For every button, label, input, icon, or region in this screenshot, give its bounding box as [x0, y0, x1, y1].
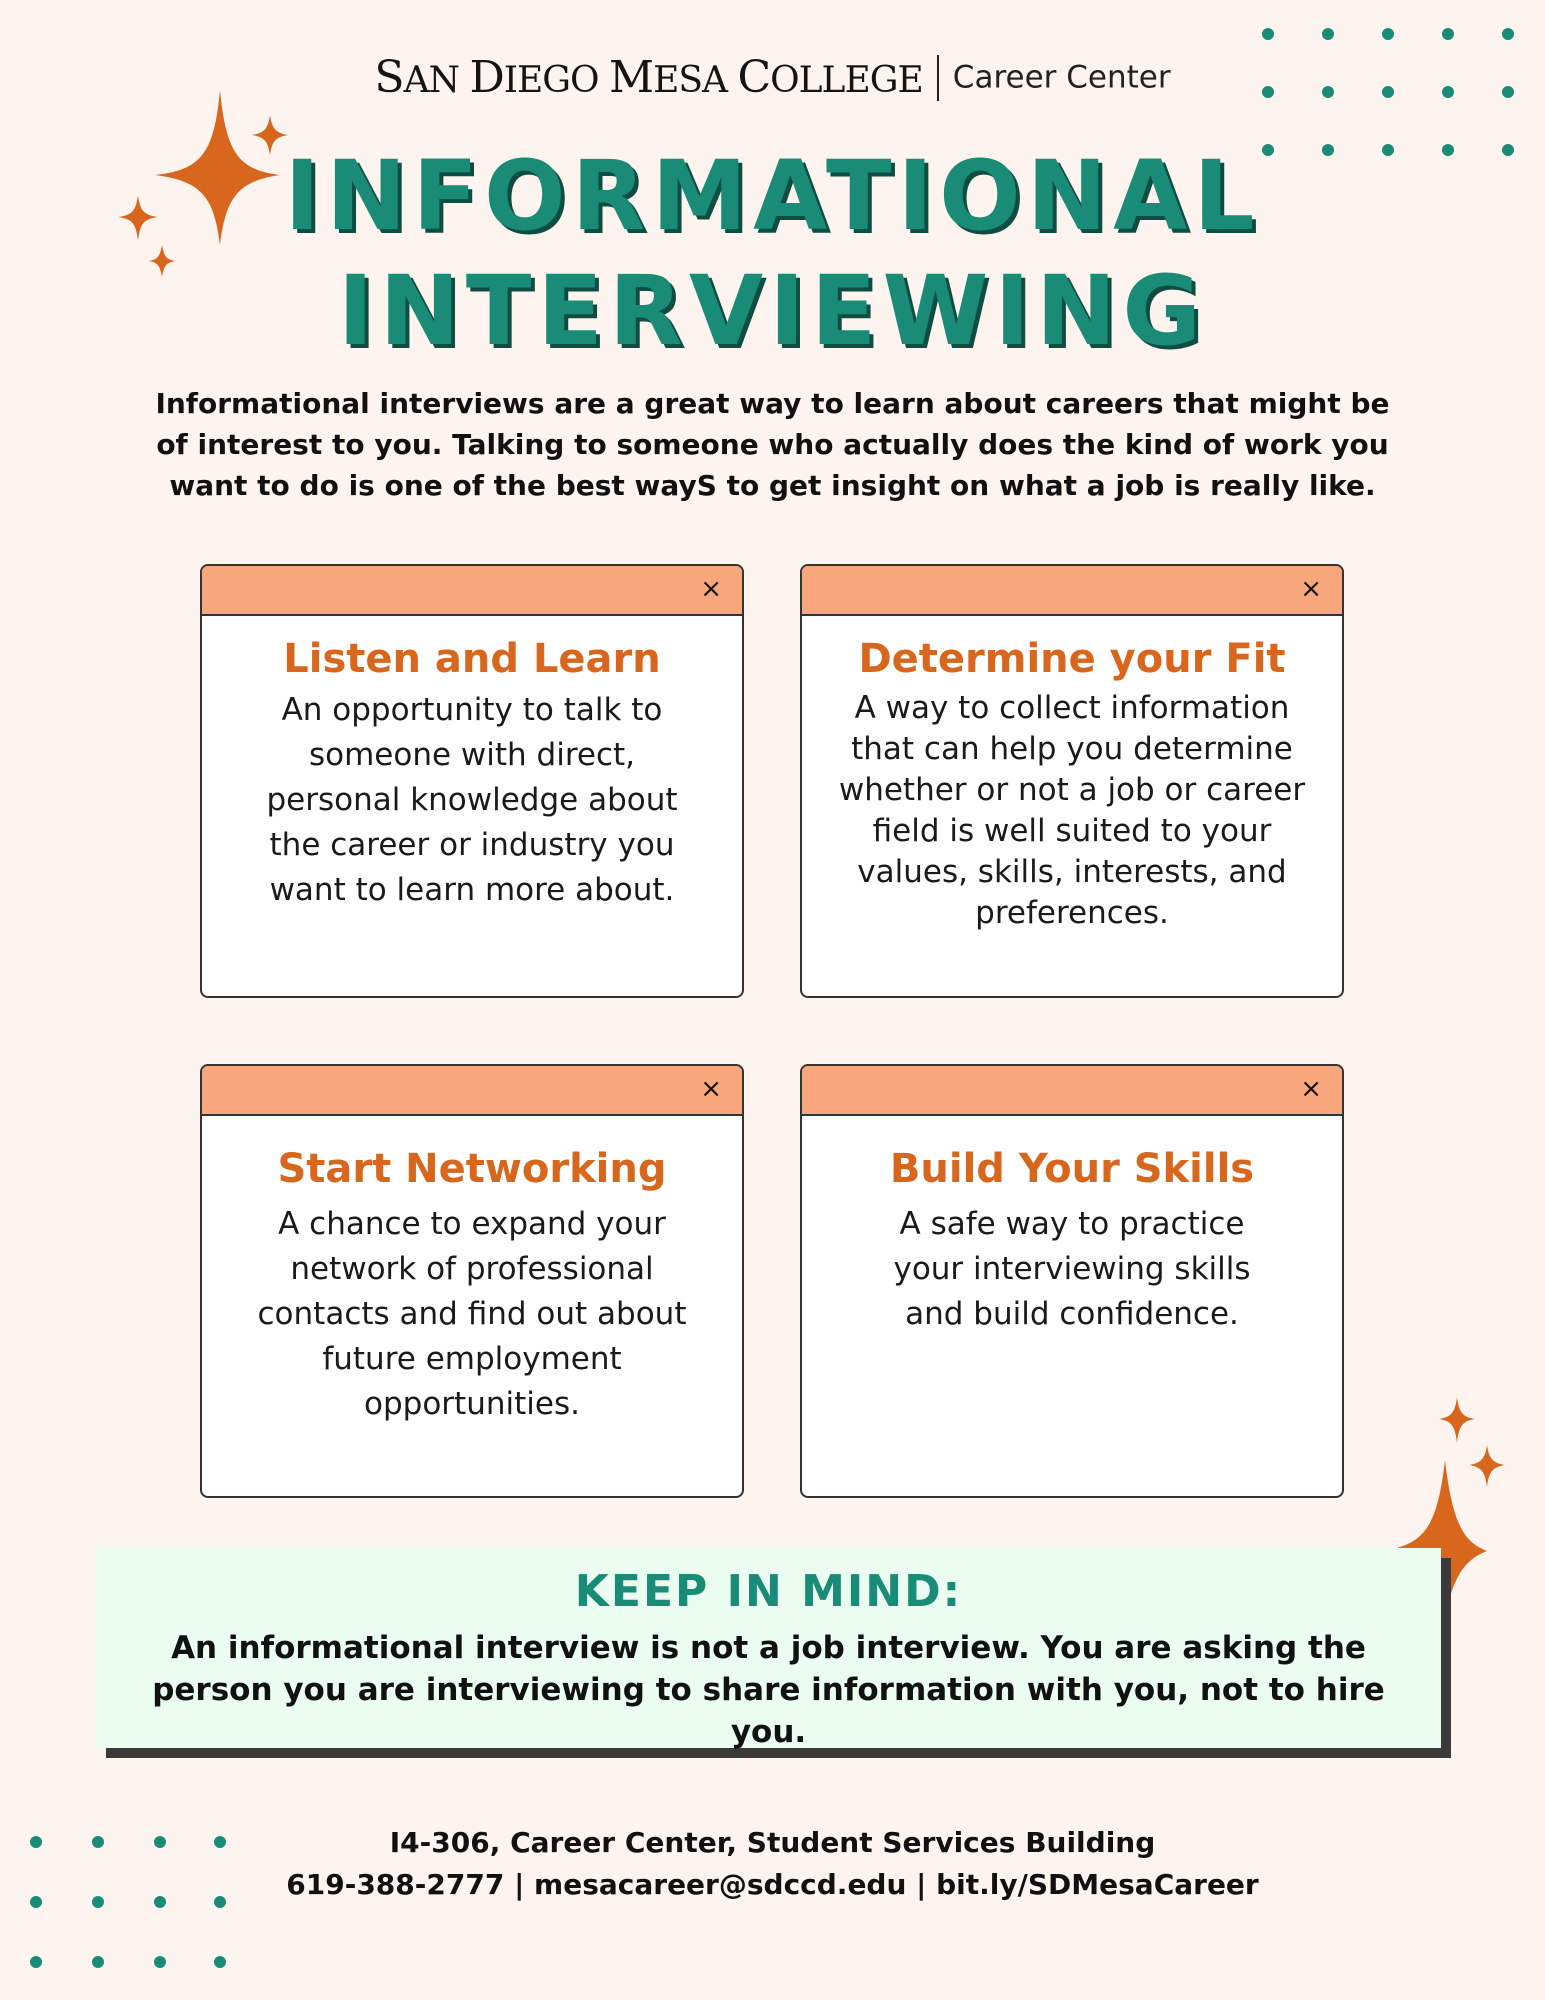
card-body: A way to collect information that can help you determine whether or not a job or career field is well suited to your values, skills, interests, and preferences. [838, 690, 1306, 931]
card-heading: Build Your Skills [889, 1146, 1255, 1192]
keep-in-mind-box [96, 1548, 1441, 1748]
page-title-line-2: INTERVIEWING [337, 255, 1208, 367]
card-body: A chance to expand your network of professional contacts and find out about future employment opportunities. [257, 1206, 687, 1422]
contact-footer [0, 1822, 1545, 1906]
card-title-bar [202, 566, 742, 616]
logo-divider [937, 55, 939, 101]
close-icon[interactable]: × [700, 574, 722, 604]
keep-in-mind-heading: KEEP IN MIND: [574, 1566, 963, 1617]
close-icon[interactable]: × [700, 1074, 722, 1104]
card-heading: Start Networking [277, 1146, 667, 1192]
card-title-bar [202, 1066, 742, 1116]
keep-in-mind-body: An informational interview is not a job interview. You are asking the person you are interviewing to share information with you, not to hire you. [152, 1630, 1385, 1750]
card-title-bar [802, 1066, 1342, 1116]
card-heading: Listen and Learn [283, 636, 661, 682]
card-heading: Determine your Fit [858, 636, 1286, 682]
footer-contact: 619-388-2777 | mesacareer@sdccd.edu | bit.ly/SDMesaCareer [286, 1868, 1259, 1901]
close-icon[interactable]: × [1300, 574, 1322, 604]
card-title-bar [802, 566, 1342, 616]
college-name: SAN DIEGO MESA COLLEGE [374, 52, 923, 103]
intro-paragraph: Informational interviews are a great way to learn about careers that might be of interest to you. Talking to someone who actually does the kind of work you want to do is one of the best wayS to get insight on what a job is really like. [155, 387, 1390, 502]
footer-location: I4-306, Career Center, Student Services Building [389, 1826, 1156, 1859]
card-listen-and-learn [200, 564, 744, 998]
card-build-your-skills [800, 1064, 1344, 1498]
close-icon[interactable]: × [1300, 1074, 1322, 1104]
card-body: A safe way to practice your interviewing skills and build confidence. [893, 1206, 1251, 1332]
department-name: Career Center [952, 59, 1171, 96]
college-logo [0, 52, 1545, 103]
card-body: An opportunity to talk to someone with direct, personal knowledge about the career or industry you want to learn more about. [266, 692, 678, 908]
card-start-networking [200, 1064, 744, 1498]
card-determine-your-fit [800, 564, 1344, 998]
page-title-line-1: INFORMATIONAL [284, 140, 1261, 252]
